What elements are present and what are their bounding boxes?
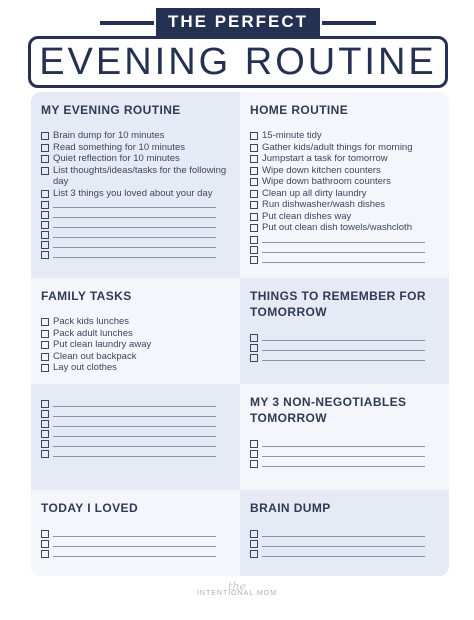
- blank-checklist-item: [250, 538, 439, 548]
- checkbox[interactable]: [250, 550, 258, 558]
- write-in-line[interactable]: [53, 528, 216, 537]
- blank-checklist-item: [250, 254, 439, 264]
- section-things-to-remember: [240, 278, 449, 384]
- title-decor-line-right: [322, 21, 376, 25]
- checklist-item: [250, 165, 439, 177]
- subtitle-banner: THE PERFECT: [156, 8, 320, 36]
- write-in-line[interactable]: [262, 342, 425, 351]
- checkbox[interactable]: [250, 132, 258, 140]
- section-home-routine: [240, 92, 449, 278]
- checkbox[interactable]: [250, 167, 258, 175]
- checkbox[interactable]: [250, 530, 258, 538]
- write-in-line[interactable]: [262, 528, 425, 537]
- write-in-line[interactable]: [53, 239, 216, 248]
- section-heading: MY 3 NON-NEGOTIABLES TOMORROW: [250, 395, 407, 425]
- checkbox[interactable]: [250, 155, 258, 163]
- blank-checklist-item: [41, 548, 230, 558]
- checklist-item-label: Pack kids lunches: [53, 316, 130, 327]
- checklist-item: [41, 328, 230, 340]
- blank-checklist-item: [41, 418, 230, 428]
- write-in-line[interactable]: [53, 428, 216, 437]
- blank-checklist-item: [250, 234, 439, 244]
- checklist-item-label: Read something for 10 minutes: [53, 141, 186, 153]
- checkbox[interactable]: [250, 178, 258, 186]
- blank-checklist-item: [41, 448, 230, 458]
- blank-checklist-item: [41, 229, 230, 239]
- footer-logo-script: the: [227, 580, 246, 593]
- section-non-negotiables: [240, 384, 449, 490]
- section-brain-dump: [240, 490, 449, 576]
- footer-logo-brand: INTENTIONAL MOM: [196, 590, 278, 597]
- write-in-line[interactable]: [53, 209, 216, 218]
- checkbox[interactable]: [41, 144, 49, 152]
- write-in-line[interactable]: [53, 418, 216, 427]
- write-in-line[interactable]: [262, 332, 425, 341]
- checklist-item-label: Gather kids/adult things for morning: [262, 141, 413, 153]
- section-heading: HOME ROUTINE: [250, 103, 349, 117]
- blank-checklist-item: [250, 332, 439, 342]
- blank-checklist-item: [250, 528, 439, 538]
- checkbox[interactable]: [250, 450, 258, 458]
- checklist-item: [250, 211, 439, 223]
- blank-checklist-item: [250, 548, 439, 558]
- checkbox[interactable]: [250, 460, 258, 468]
- checklist: [41, 398, 230, 458]
- checkbox[interactable]: [250, 344, 258, 352]
- checklist-item-label: Lay out clothes: [53, 362, 117, 373]
- blank-checklist-item: [250, 352, 439, 362]
- checklist-item-label: Wipe down bathroom counters: [262, 176, 391, 187]
- checkbox[interactable]: [250, 540, 258, 548]
- checkbox[interactable]: [250, 144, 258, 152]
- checkbox[interactable]: [41, 221, 49, 229]
- checklist-item: [41, 153, 230, 165]
- checklist-item-label: List thoughts/ideas/tasks for the following day: [53, 164, 227, 187]
- blank-checklist-item: [41, 408, 230, 418]
- write-in-line[interactable]: [262, 438, 425, 447]
- checkbox[interactable]: [250, 334, 258, 342]
- title-box: [28, 36, 448, 88]
- checkbox[interactable]: [41, 155, 49, 163]
- blank-checklist-item: [41, 428, 230, 438]
- write-in-line[interactable]: [262, 254, 425, 263]
- checkbox[interactable]: [250, 190, 258, 198]
- checkbox[interactable]: [250, 440, 258, 448]
- checkbox[interactable]: [41, 251, 49, 259]
- checklist-item-label: Run dishwasher/wash dishes: [262, 199, 386, 210]
- blank-checklist-item: [250, 458, 439, 468]
- blank-checklist-item: [41, 249, 230, 259]
- checkbox[interactable]: [41, 211, 49, 219]
- checkbox[interactable]: [41, 132, 49, 140]
- planner-card: [31, 92, 449, 576]
- checkbox[interactable]: [250, 224, 258, 232]
- checklist-item: [250, 222, 439, 234]
- checklist-item-label: Brain dump for 10 minutes: [53, 130, 165, 141]
- checklist-item-label: Quiet reflection for 10 minutes: [53, 153, 180, 164]
- write-in-line[interactable]: [53, 398, 216, 407]
- checklist-item-label: Put clean laundry away: [53, 339, 152, 350]
- blank-checklist-item: [41, 209, 230, 219]
- checklist-item-label: 15-minute tidy: [262, 130, 322, 141]
- checkbox[interactable]: [250, 213, 258, 221]
- write-in-line[interactable]: [53, 199, 216, 208]
- write-in-line[interactable]: [262, 448, 425, 457]
- checkbox[interactable]: [250, 236, 258, 244]
- checklist-item: [41, 339, 230, 351]
- checkbox[interactable]: [250, 246, 258, 254]
- checklist-item: [41, 165, 230, 188]
- checklist-item: [250, 153, 439, 165]
- checkbox[interactable]: [41, 341, 49, 349]
- checklist-item: [41, 362, 230, 374]
- checkbox[interactable]: [41, 318, 49, 326]
- write-in-line[interactable]: [53, 438, 216, 447]
- checklist-item: [41, 351, 230, 363]
- write-in-line[interactable]: [53, 249, 216, 258]
- blank-checklist-item: [41, 538, 230, 548]
- write-in-line[interactable]: [53, 538, 216, 547]
- checklist-item-label: List 3 things you loved about your day: [53, 187, 213, 199]
- page-title: EVENING ROUTINE: [39, 41, 437, 83]
- checkbox[interactable]: [41, 231, 49, 239]
- blank-checklist-item: [250, 342, 439, 352]
- blank-checklist-item: [41, 398, 230, 408]
- section-family-tasks: [31, 278, 240, 384]
- write-in-line[interactable]: [262, 458, 425, 467]
- checklist-item: [250, 142, 439, 154]
- checkbox[interactable]: [41, 530, 49, 538]
- section-heading: TODAY I LOVED: [41, 501, 139, 515]
- checklist: [250, 528, 439, 558]
- write-in-line[interactable]: [53, 229, 216, 238]
- checklist: [41, 130, 230, 259]
- checklist-item: [250, 130, 439, 142]
- section-heading: THINGS TO REMEMBER FOR TOMORROW: [250, 289, 426, 319]
- section-heading: MY EVENING ROUTINE: [41, 103, 181, 117]
- checkbox[interactable]: [41, 540, 49, 548]
- checklist-item-label: Put out clean dish towels/washcloth: [262, 222, 412, 233]
- checkbox[interactable]: [41, 450, 49, 458]
- checkbox[interactable]: [250, 256, 258, 264]
- checklist-item-label: Clean out backpack: [53, 350, 137, 362]
- checkbox[interactable]: [41, 430, 49, 438]
- checklist: [41, 528, 230, 558]
- checkbox[interactable]: [250, 354, 258, 362]
- checklist: [41, 316, 230, 374]
- checklist-item-label: Put clean dishes way: [262, 210, 352, 222]
- checkbox[interactable]: [41, 353, 49, 361]
- checklist-item-label: Pack adult lunches: [53, 327, 133, 339]
- write-in-line[interactable]: [53, 219, 216, 228]
- checklist-item-label: Clean up all dirty laundry: [262, 187, 367, 199]
- write-in-line[interactable]: [262, 244, 425, 253]
- checkbox[interactable]: [41, 400, 49, 408]
- checkbox[interactable]: [41, 190, 49, 198]
- title-decor-line-left: [100, 21, 154, 25]
- checkbox[interactable]: [41, 410, 49, 418]
- checklist-item: [41, 316, 230, 328]
- blank-checklist-item: [41, 239, 230, 249]
- checkbox[interactable]: [41, 440, 49, 448]
- blank-checklist-item: [250, 244, 439, 254]
- checkbox[interactable]: [41, 364, 49, 372]
- checkbox[interactable]: [41, 330, 49, 338]
- checkbox[interactable]: [41, 420, 49, 428]
- checklist-item: [250, 199, 439, 211]
- checklist-item: [41, 130, 230, 142]
- blank-checklist-item: [41, 438, 230, 448]
- checkbox[interactable]: [41, 167, 49, 175]
- blank-checklist-item: [41, 528, 230, 538]
- section-heading: FAMILY TASKS: [41, 289, 132, 303]
- write-in-line[interactable]: [53, 448, 216, 457]
- section-blank-checklist: [31, 384, 240, 490]
- write-in-line[interactable]: [53, 548, 216, 557]
- write-in-line[interactable]: [262, 234, 425, 243]
- checklist-item-label: Wipe down kitchen counters: [262, 164, 381, 176]
- checkbox[interactable]: [41, 201, 49, 209]
- section-my-evening-routine: [31, 92, 240, 278]
- section-heading: BRAIN DUMP: [250, 501, 331, 515]
- section-today-i-loved: [31, 490, 240, 576]
- checklist: [250, 332, 439, 362]
- checklist: [250, 438, 439, 468]
- checklist-item-label: Jumpstart a task for tomorrow: [262, 153, 388, 164]
- checklist-item: [250, 188, 439, 200]
- blank-checklist-item: [250, 448, 439, 458]
- checklist: [250, 130, 439, 264]
- blank-checklist-item: [250, 438, 439, 448]
- checkbox[interactable]: [41, 241, 49, 249]
- blank-checklist-item: [41, 199, 230, 209]
- checkbox[interactable]: [41, 550, 49, 558]
- write-in-line[interactable]: [262, 352, 425, 361]
- write-in-line[interactable]: [262, 538, 425, 547]
- checklist-item: [250, 176, 439, 188]
- write-in-line[interactable]: [53, 408, 216, 417]
- checklist-item: [41, 188, 230, 200]
- checklist-item: [41, 142, 230, 154]
- blank-checklist-item: [41, 219, 230, 229]
- write-in-line[interactable]: [262, 548, 425, 557]
- checkbox[interactable]: [250, 201, 258, 209]
